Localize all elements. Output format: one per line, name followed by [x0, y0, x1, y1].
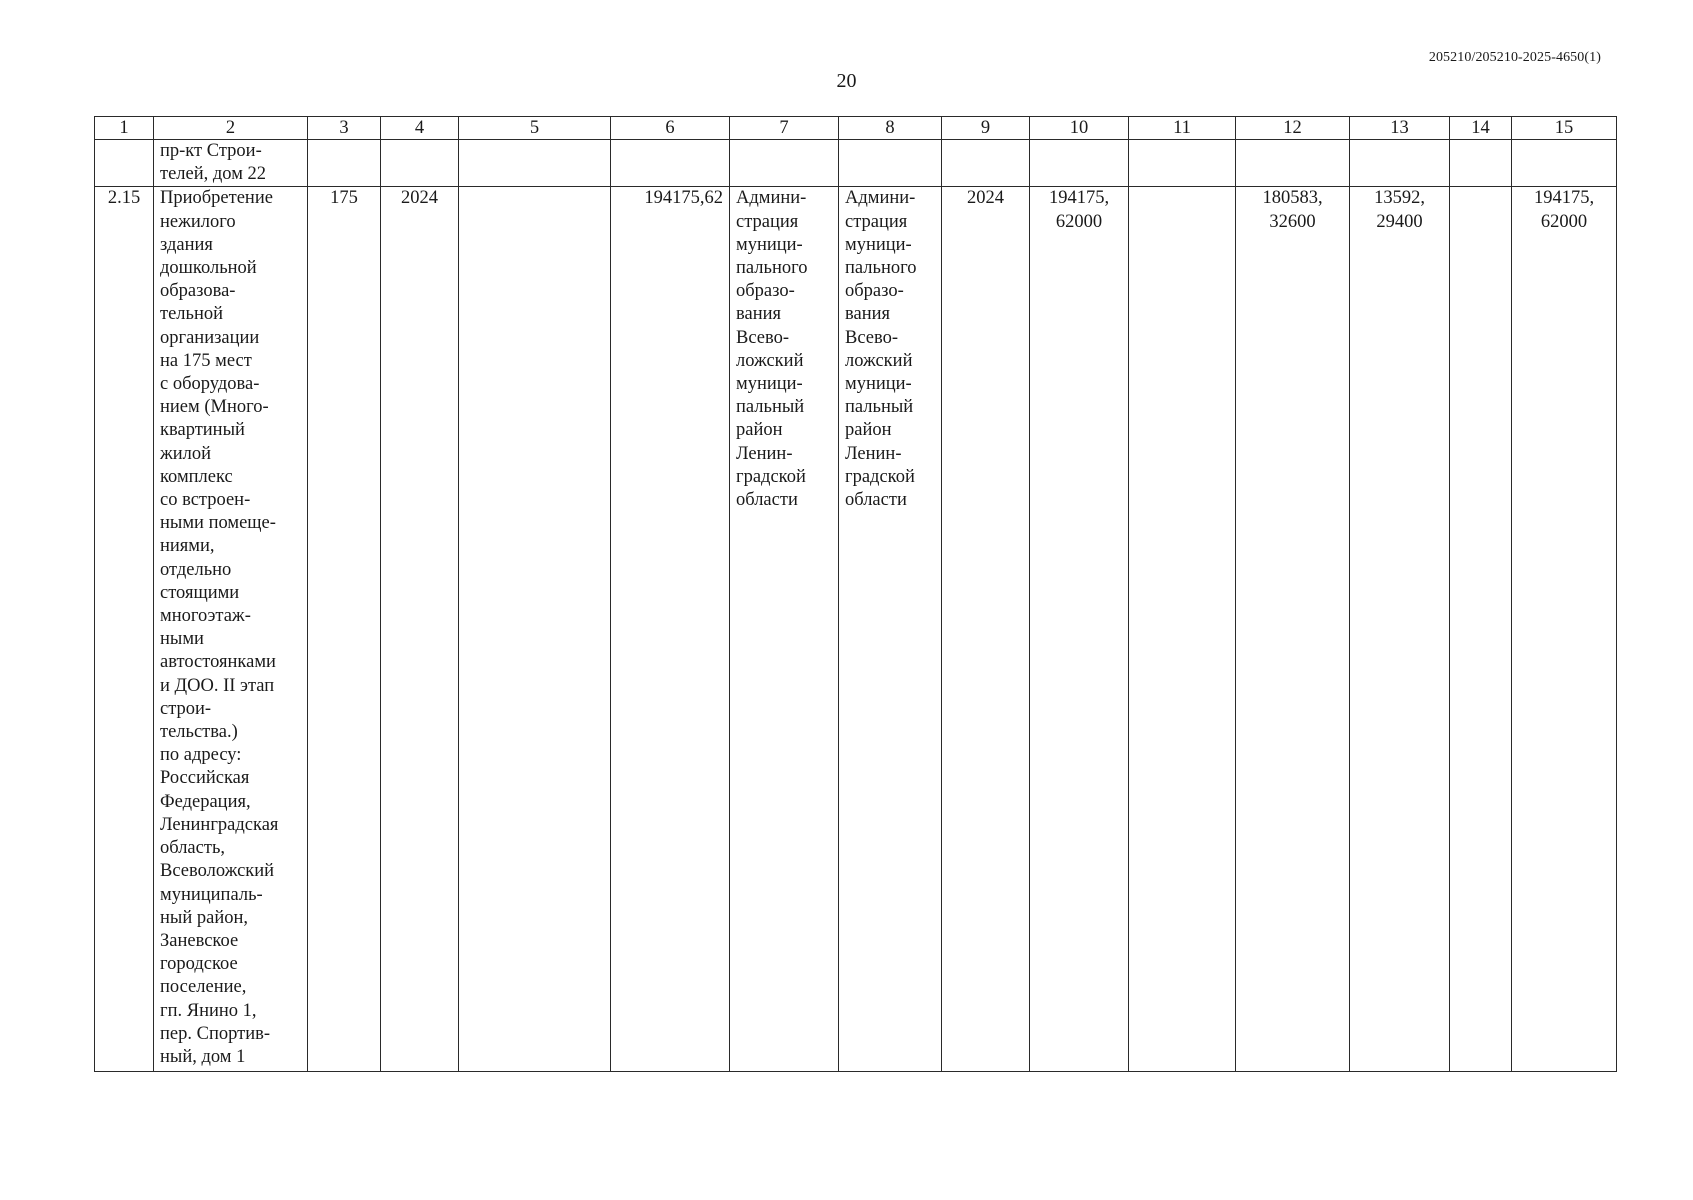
- header-cell: 3: [308, 117, 381, 140]
- cell-text-line: образо-: [736, 281, 795, 302]
- cell-text-line: пального: [736, 258, 808, 279]
- cell-text-line: образова-: [160, 281, 236, 302]
- capacity-cell: 175: [308, 187, 381, 1072]
- cost-cell: 194175,62: [611, 187, 730, 1072]
- table-cell: [1350, 140, 1450, 187]
- header-cell: 15: [1512, 117, 1617, 140]
- table-cell: [1450, 187, 1512, 1072]
- cell-text-line: поселение,: [160, 977, 247, 998]
- cell-text-line: телей, дом 22: [160, 164, 267, 185]
- cell-text-line: строи-: [160, 698, 212, 719]
- table-cell: [1450, 140, 1512, 187]
- cell-text-line: образо-: [845, 281, 904, 302]
- header-cell: 11: [1129, 117, 1236, 140]
- table-row-2-15: [95, 187, 1617, 1072]
- cell-text-line: тельной: [160, 304, 224, 325]
- customer-cell: [730, 187, 839, 1072]
- cell-text-line: градской: [736, 466, 806, 487]
- cell-text-line: с оборудова-: [160, 374, 260, 395]
- cell-text-line: район: [845, 420, 892, 441]
- cell-text-line: пального: [845, 258, 917, 279]
- table-cell: [839, 140, 942, 187]
- cell-text-line: Федерация,: [160, 791, 251, 812]
- cell-text-line: жилой: [160, 443, 212, 464]
- table-cell: [611, 140, 730, 187]
- cell-text-line: пер. Спортив-: [160, 1023, 270, 1044]
- cell-text-line: отдельно: [160, 559, 232, 580]
- cell-text-line: городское: [160, 954, 238, 975]
- table-cell: [730, 140, 839, 187]
- cell-text-line: нежилого: [160, 211, 236, 232]
- cell-text-line: Всево-: [845, 327, 899, 348]
- cell-text-line: область,: [160, 838, 226, 859]
- cell-text-line: вания: [845, 304, 891, 325]
- header-cell: 6: [611, 117, 730, 140]
- cell-text-line: пр-кт Строи-: [160, 141, 262, 161]
- cell-text-line: области: [845, 490, 907, 511]
- amount-cell: [1030, 187, 1129, 1072]
- cell-text-line: пальный: [845, 397, 914, 418]
- cell-text-line: здания: [160, 234, 213, 255]
- cell-text-line: муници-: [736, 374, 803, 395]
- cell-text-line: ный, дом 1: [160, 1046, 246, 1067]
- cell-text-line: страция: [845, 211, 908, 232]
- table-cell: [308, 140, 381, 187]
- amount-cell: [1236, 187, 1350, 1072]
- table-cell: [942, 140, 1030, 187]
- table-cell: [381, 140, 459, 187]
- cell-text-line: Всево-: [736, 327, 790, 348]
- document-id: 205210/205210-2025-4650(1): [1428, 50, 1601, 65]
- table-cell: [459, 187, 611, 1072]
- cell-text-line: 29400: [1376, 211, 1423, 232]
- cell-text-line: по адресу:: [160, 745, 242, 766]
- cell-text-line: Российская: [160, 768, 250, 789]
- cell-text-line: 62000: [1540, 211, 1588, 232]
- table-cell: [1129, 187, 1236, 1072]
- data-table: [94, 116, 1617, 1072]
- object-description-cell: [154, 187, 308, 1072]
- header-cell: 9: [942, 117, 1030, 140]
- row-number-cell: 2.15: [95, 187, 154, 1072]
- cell-text-line: Ленинградская: [160, 814, 279, 835]
- cell-text-line: Админи-: [736, 188, 807, 209]
- cell-text-line: стоящими: [160, 582, 240, 603]
- cell-text-line: Приобретение: [160, 188, 273, 209]
- table-cell: [1129, 140, 1236, 187]
- cell-text-line: автостоянками: [160, 652, 276, 673]
- table-cell: [459, 140, 611, 187]
- cell-text-line: район: [736, 420, 783, 441]
- cell-text-line: ложский: [736, 350, 804, 371]
- year-cell: 2024: [942, 187, 1030, 1072]
- cell-text-line: со встроен-: [160, 490, 251, 511]
- cell-text-line: муници-: [845, 374, 912, 395]
- recipient-cell: [839, 187, 942, 1072]
- cell-text-line: 194175,: [1048, 188, 1110, 209]
- cell-text-line: ный район,: [160, 907, 248, 928]
- header-cell: 12: [1236, 117, 1350, 140]
- cell-text-line: Всеволожский: [160, 861, 275, 882]
- header-cell: 13: [1350, 117, 1450, 140]
- cell-text-line: градской: [845, 466, 915, 487]
- amount-cell: [1512, 187, 1617, 1072]
- cell-text-line: 194175,: [1533, 188, 1595, 209]
- cell-text-line: на 175 мест: [160, 350, 252, 371]
- address-continuation-cell: [154, 140, 308, 187]
- table-header-row: [95, 117, 1617, 140]
- cell-text-line: нием (Много-: [160, 397, 269, 418]
- cell-text-line: Заневское: [160, 930, 239, 951]
- header-cell: 8: [839, 117, 942, 140]
- cell-text-line: области: [736, 490, 798, 511]
- cell-text-line: Ленин-: [845, 443, 902, 464]
- header-cell: 4: [381, 117, 459, 140]
- header-cell: 10: [1030, 117, 1129, 140]
- cell-text-line: 32600: [1269, 211, 1316, 232]
- header-cell: 1: [95, 117, 154, 140]
- cell-text-line: 13592,: [1374, 188, 1425, 209]
- cell-text-line: ниями,: [160, 536, 215, 557]
- table-cell: [95, 140, 154, 187]
- cell-text-line: ложский: [845, 350, 913, 371]
- cell-text-line: пальный: [736, 397, 805, 418]
- cell-text-line: Ленин-: [736, 443, 793, 464]
- amount-cell: [1350, 187, 1450, 1072]
- cell-text-line: тельства.): [160, 722, 238, 743]
- header-cell: 7: [730, 117, 839, 140]
- table-cell: [1030, 140, 1129, 187]
- cell-text-line: вания: [736, 304, 782, 325]
- table-row-continuation: [95, 140, 1617, 187]
- cell-text-line: квартиный: [160, 420, 245, 441]
- header-cell: 5: [459, 117, 611, 140]
- cell-text-line: комплекс: [160, 466, 233, 487]
- cell-text-line: муници-: [736, 234, 803, 255]
- cell-text-line: и ДОО. II этап: [160, 675, 275, 696]
- cell-text-line: муниципаль-: [160, 884, 263, 905]
- header-cell: 14: [1450, 117, 1512, 140]
- header-cell: 2: [154, 117, 308, 140]
- cell-text-line: дошкольной: [160, 258, 257, 279]
- cell-text-line: 62000: [1055, 211, 1103, 232]
- table-cell: [1236, 140, 1350, 187]
- cell-text-line: муници-: [845, 234, 912, 255]
- page-number: 20: [836, 70, 857, 92]
- cell-text-line: гп. Янино 1,: [160, 1000, 257, 1021]
- cell-text-line: Админи-: [845, 188, 916, 209]
- cell-text-line: 180583,: [1262, 188, 1323, 209]
- cell-text-line: многоэтаж-: [160, 606, 251, 627]
- year-cell: 2024: [381, 187, 459, 1072]
- table-cell: [1512, 140, 1617, 187]
- cell-text-line: ными: [160, 629, 204, 650]
- cell-text-line: страция: [736, 211, 799, 232]
- cell-text-line: организации: [160, 327, 260, 348]
- cell-text-line: ными помеще-: [160, 513, 276, 534]
